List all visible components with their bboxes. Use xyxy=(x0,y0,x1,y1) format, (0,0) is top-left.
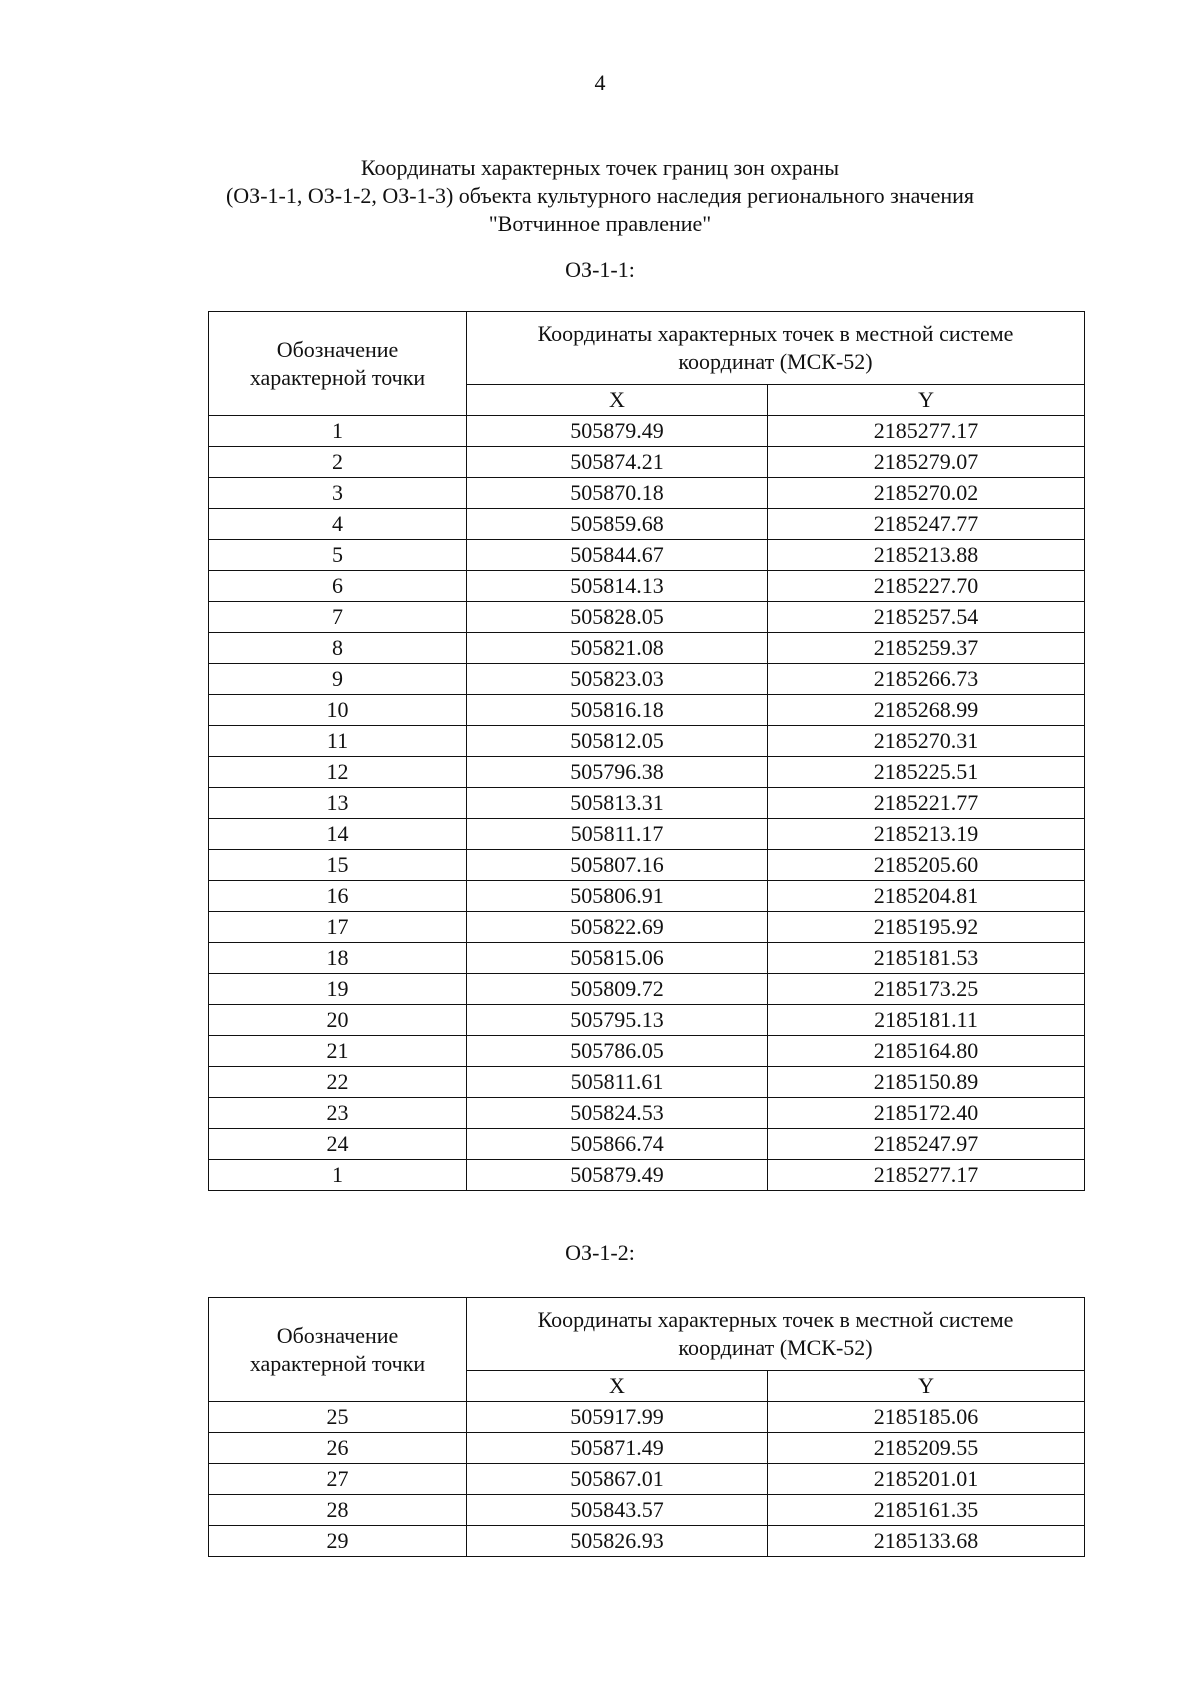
table-row xyxy=(209,850,1085,881)
y-coordinate-cell: 2185201.01 xyxy=(768,1464,1085,1495)
table-row xyxy=(209,664,1085,695)
point-number-cell: 5 xyxy=(209,540,467,571)
page-number: 4 xyxy=(594,70,606,95)
x-coordinate-cell: 505871.49 xyxy=(467,1433,768,1464)
point-number-cell: 17 xyxy=(209,912,467,943)
point-number-cell: 11 xyxy=(209,726,467,757)
point-number-cell: 27 xyxy=(209,1464,467,1495)
y-coordinate-cell: 2185268.99 xyxy=(768,695,1085,726)
point-number-cell: 4 xyxy=(209,509,467,540)
y-coordinate-cell: 2185227.70 xyxy=(768,571,1085,602)
title-line-2: (ОЗ-1-1, ОЗ-1-2, ОЗ-1-3) объекта культурного наследия регионального значения xyxy=(225,183,975,208)
table-row xyxy=(209,1067,1085,1098)
header-coord-line-2: координат (МСК-52) xyxy=(678,1335,873,1360)
table-row xyxy=(209,447,1085,478)
y-coordinate-cell: 2185204.81 xyxy=(768,881,1085,912)
table-row xyxy=(209,788,1085,819)
x-coordinate-cell: 505812.05 xyxy=(467,726,768,757)
table-row xyxy=(209,1402,1085,1433)
x-coordinate-cell: 505807.16 xyxy=(467,850,768,881)
header-coord-line-2: координат (МСК-52) xyxy=(678,349,873,374)
table-row xyxy=(209,478,1085,509)
y-coordinate-cell: 2185277.17 xyxy=(768,1160,1085,1191)
table-row xyxy=(209,912,1085,943)
y-coordinate-cell: 2185161.35 xyxy=(768,1495,1085,1526)
table-row xyxy=(209,1098,1085,1129)
x-coordinate-cell: 505809.72 xyxy=(467,974,768,1005)
coordinates-table-oz-1-2 xyxy=(208,1297,1085,1557)
x-coordinate-cell: 505822.69 xyxy=(467,912,768,943)
y-coordinate-cell: 2185195.92 xyxy=(768,912,1085,943)
x-coordinate-cell: 505874.21 xyxy=(467,447,768,478)
y-coordinate-cell: 2185270.31 xyxy=(768,726,1085,757)
x-coordinate-cell: 505843.57 xyxy=(467,1495,768,1526)
y-coordinate-cell: 2185277.17 xyxy=(768,416,1085,447)
x-coordinate-cell: 505879.49 xyxy=(467,416,768,447)
coordinates-table-oz-1-1 xyxy=(208,311,1085,1191)
point-number-cell: 6 xyxy=(209,571,467,602)
y-coordinate-cell: 2185247.97 xyxy=(768,1129,1085,1160)
header-point-designation xyxy=(209,1298,467,1402)
header-y: Y xyxy=(768,385,1085,416)
table-row xyxy=(209,416,1085,447)
x-coordinate-cell: 505814.13 xyxy=(467,571,768,602)
point-number-cell: 20 xyxy=(209,1005,467,1036)
y-coordinate-cell: 2185257.54 xyxy=(768,602,1085,633)
y-coordinate-cell: 2185172.40 xyxy=(768,1098,1085,1129)
point-number-cell: 8 xyxy=(209,633,467,664)
zone-label-oz-1-2: ОЗ-1-2: xyxy=(565,1240,635,1265)
table-row xyxy=(209,974,1085,1005)
title-line-1: Координаты характерных точек границ зон охраны xyxy=(360,155,840,180)
point-number-cell: 24 xyxy=(209,1129,467,1160)
table-row xyxy=(209,633,1085,664)
x-coordinate-cell: 505806.91 xyxy=(467,881,768,912)
point-number-cell: 23 xyxy=(209,1098,467,1129)
table-row xyxy=(209,819,1085,850)
point-number-cell: 29 xyxy=(209,1526,467,1557)
x-coordinate-cell: 505823.03 xyxy=(467,664,768,695)
x-coordinate-cell: 505824.53 xyxy=(467,1098,768,1129)
point-number-cell: 25 xyxy=(209,1402,467,1433)
point-number-cell: 1 xyxy=(209,416,467,447)
point-number-cell: 10 xyxy=(209,695,467,726)
x-coordinate-cell: 505867.01 xyxy=(467,1464,768,1495)
zone-label-oz-1-1: ОЗ-1-1: xyxy=(565,257,635,282)
table-body xyxy=(209,416,1085,1191)
x-coordinate-cell: 505795.13 xyxy=(467,1005,768,1036)
header-coord-line-1: Координаты характерных точек в местной системе xyxy=(537,1307,1014,1332)
x-coordinate-cell: 505811.61 xyxy=(467,1067,768,1098)
document-title xyxy=(0,154,1200,238)
header-y: Y xyxy=(768,1371,1085,1402)
y-coordinate-cell: 2185181.11 xyxy=(768,1005,1085,1036)
title-line-3: "Вотчинное правление" xyxy=(488,211,712,236)
point-number-cell: 7 xyxy=(209,602,467,633)
point-number-cell: 21 xyxy=(209,1036,467,1067)
table-row xyxy=(209,1160,1085,1191)
point-number-cell: 16 xyxy=(209,881,467,912)
point-number-cell: 19 xyxy=(209,974,467,1005)
y-coordinate-cell: 2185173.25 xyxy=(768,974,1085,1005)
y-coordinate-cell: 2185133.68 xyxy=(768,1526,1085,1557)
y-coordinate-cell: 2185205.60 xyxy=(768,850,1085,881)
y-coordinate-cell: 2185279.07 xyxy=(768,447,1085,478)
table-row xyxy=(209,881,1085,912)
header-coordinates xyxy=(467,312,1085,385)
x-coordinate-cell: 505844.67 xyxy=(467,540,768,571)
x-coordinate-cell: 505786.05 xyxy=(467,1036,768,1067)
table-row xyxy=(209,509,1085,540)
x-coordinate-cell: 505816.18 xyxy=(467,695,768,726)
x-coordinate-cell: 505813.31 xyxy=(467,788,768,819)
x-coordinate-cell: 505870.18 xyxy=(467,478,768,509)
y-coordinate-cell: 2185247.77 xyxy=(768,509,1085,540)
x-coordinate-cell: 505859.68 xyxy=(467,509,768,540)
header-x: X xyxy=(467,1371,768,1402)
table-row xyxy=(209,1129,1085,1160)
point-number-cell: 12 xyxy=(209,757,467,788)
header-point-designation xyxy=(209,312,467,416)
y-coordinate-cell: 2185181.53 xyxy=(768,943,1085,974)
point-number-cell: 1 xyxy=(209,1160,467,1191)
y-coordinate-cell: 2185225.51 xyxy=(768,757,1085,788)
table-row xyxy=(209,1433,1085,1464)
table-row xyxy=(209,1005,1085,1036)
point-number-cell: 9 xyxy=(209,664,467,695)
point-number-cell: 2 xyxy=(209,447,467,478)
x-coordinate-cell: 505821.08 xyxy=(467,633,768,664)
header-x: X xyxy=(467,385,768,416)
header-point-line-2: характерной точки xyxy=(249,364,426,390)
y-coordinate-cell: 2185150.89 xyxy=(768,1067,1085,1098)
header-coord-line-1: Координаты характерных точек в местной системе xyxy=(537,321,1014,346)
table-body xyxy=(209,1402,1085,1557)
table-row xyxy=(209,943,1085,974)
point-number-cell: 28 xyxy=(209,1495,467,1526)
y-coordinate-cell: 2185213.88 xyxy=(768,540,1085,571)
table-row xyxy=(209,726,1085,757)
header-point-line-2: характерной точки xyxy=(249,1350,426,1376)
y-coordinate-cell: 2185270.02 xyxy=(768,478,1085,509)
point-number-cell: 13 xyxy=(209,788,467,819)
x-coordinate-cell: 505826.93 xyxy=(467,1526,768,1557)
y-coordinate-cell: 2185213.19 xyxy=(768,819,1085,850)
y-coordinate-cell: 2185221.77 xyxy=(768,788,1085,819)
y-coordinate-cell: 2185266.73 xyxy=(768,664,1085,695)
table-row xyxy=(209,540,1085,571)
point-number-cell: 14 xyxy=(209,819,467,850)
x-coordinate-cell: 505815.06 xyxy=(467,943,768,974)
x-coordinate-cell: 505917.99 xyxy=(467,1402,768,1433)
header-point-line-1: Обозначение xyxy=(276,336,399,362)
point-number-cell: 26 xyxy=(209,1433,467,1464)
point-number-cell: 22 xyxy=(209,1067,467,1098)
header-point-line-1: Обозначение xyxy=(276,1322,399,1348)
x-coordinate-cell: 505828.05 xyxy=(467,602,768,633)
table-row xyxy=(209,1464,1085,1495)
table-row xyxy=(209,1495,1085,1526)
point-number-cell: 3 xyxy=(209,478,467,509)
x-coordinate-cell: 505879.49 xyxy=(467,1160,768,1191)
y-coordinate-cell: 2185185.06 xyxy=(768,1402,1085,1433)
x-coordinate-cell: 505796.38 xyxy=(467,757,768,788)
y-coordinate-cell: 2185164.80 xyxy=(768,1036,1085,1067)
table-row xyxy=(209,757,1085,788)
table-row xyxy=(209,695,1085,726)
x-coordinate-cell: 505811.17 xyxy=(467,819,768,850)
x-coordinate-cell: 505866.74 xyxy=(467,1129,768,1160)
point-number-cell: 18 xyxy=(209,943,467,974)
header-coordinates xyxy=(467,1298,1085,1371)
y-coordinate-cell: 2185209.55 xyxy=(768,1433,1085,1464)
y-coordinate-cell: 2185259.37 xyxy=(768,633,1085,664)
table-row xyxy=(209,571,1085,602)
point-number-cell: 15 xyxy=(209,850,467,881)
table-row xyxy=(209,1036,1085,1067)
table-row xyxy=(209,602,1085,633)
table-row xyxy=(209,1526,1085,1557)
